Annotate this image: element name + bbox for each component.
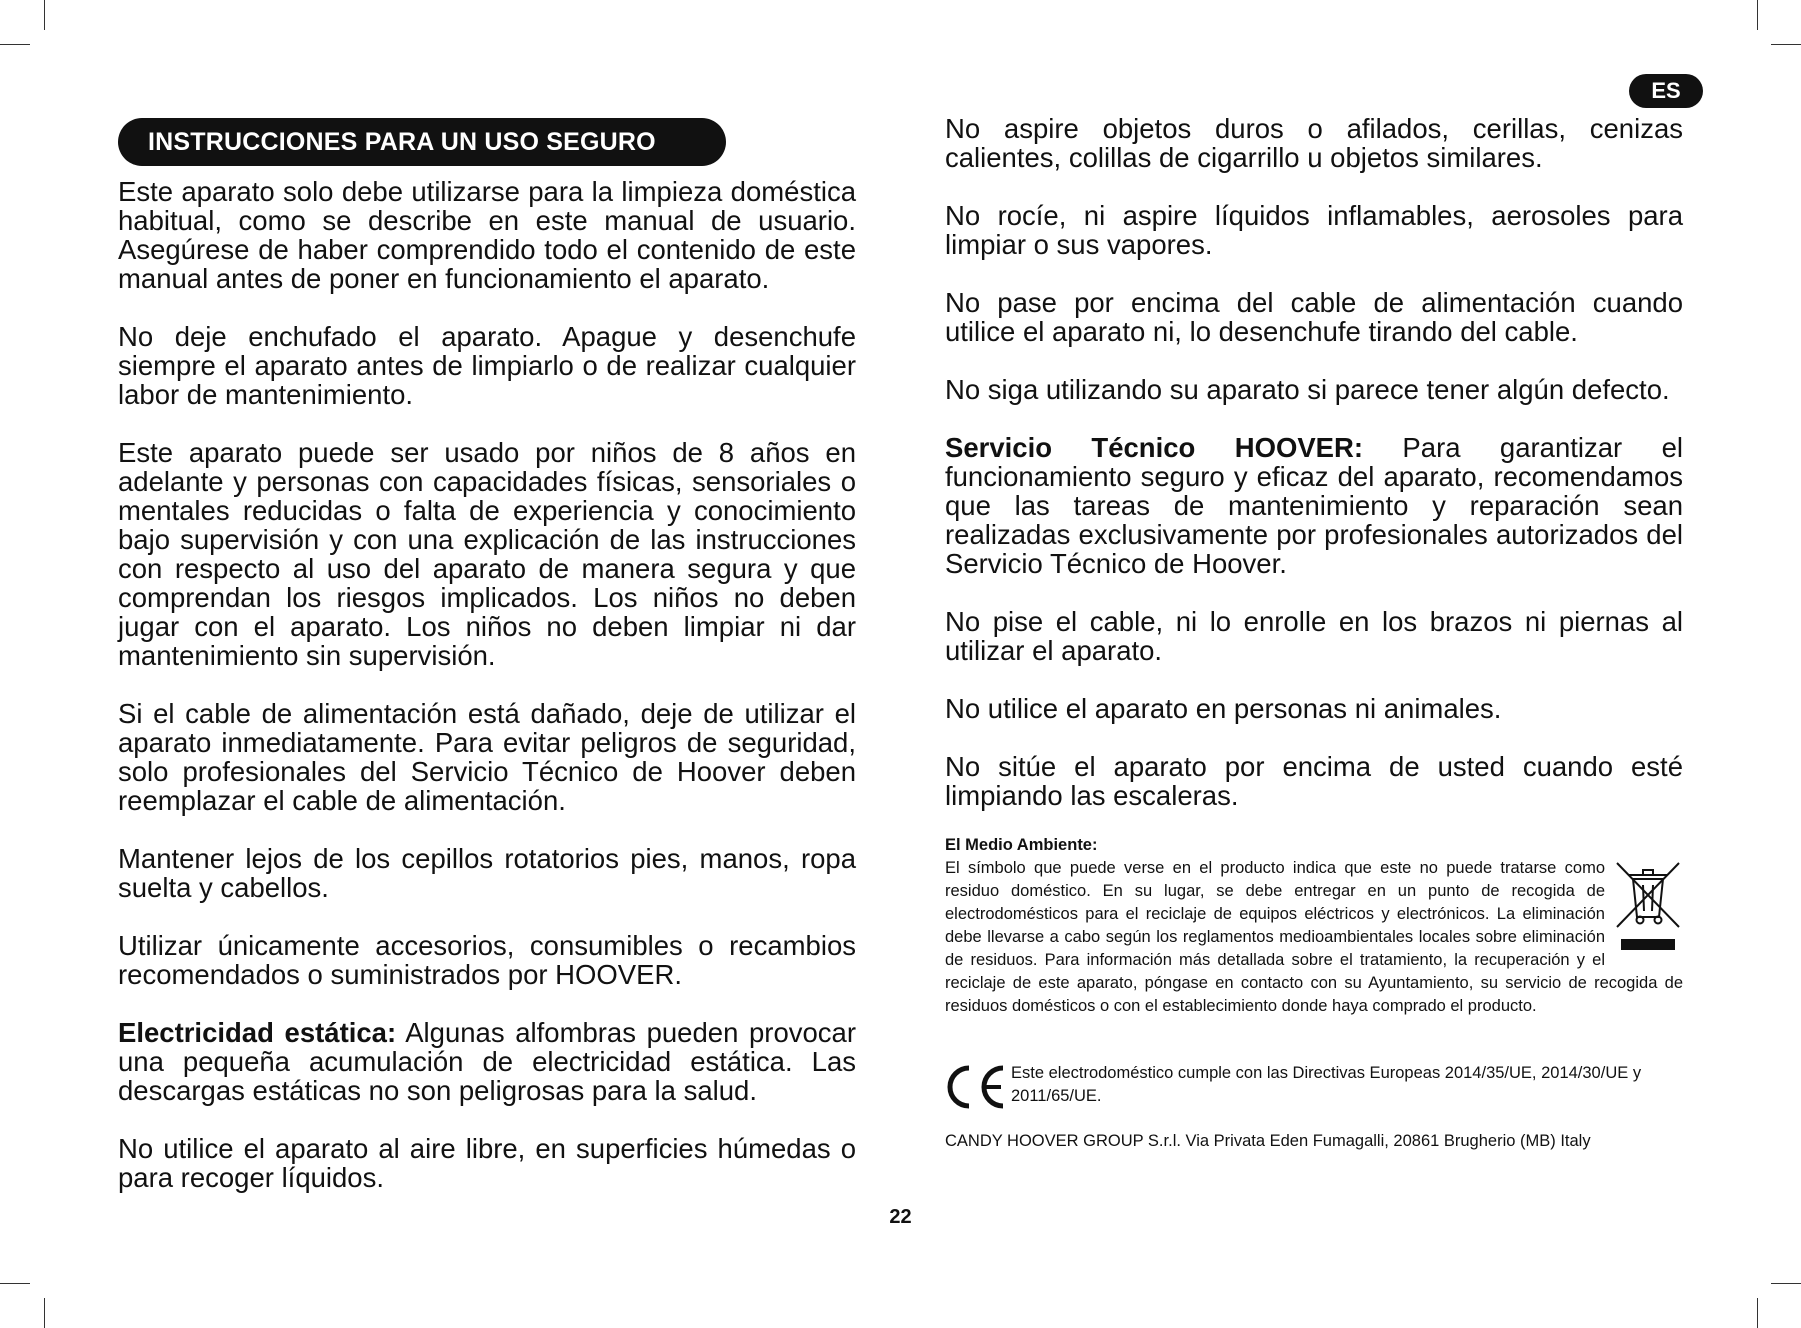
paragraph: No aspire objetos duros o afilados, cerillas, cenizas calientes, colillas de cigarrillo u objetos similares. <box>945 113 1683 173</box>
company-address: CANDY HOOVER GROUP S.r.l. Via Privata Eden Fumagalli, 20861 Brugherio (MB) Italy <box>945 1132 1591 1150</box>
crop-mark <box>1771 1283 1801 1284</box>
environment-section <box>945 834 1683 1018</box>
paragraph: Servicio Técnico HOOVER: Para garantizar el funcionamiento seguro y eficaz del aparato, recomendamos que las tareas de mantenimiento y reparación sean realizadas exclusivamente por profesionales autorizados del Servicio Técnico de Hoover. <box>945 432 1683 579</box>
ce-mark-icon <box>945 1064 1009 1110</box>
paragraph: No utilice el aparato al aire libre, en superficies húmedas o para recoger líquidos. <box>118 1133 856 1193</box>
left-column <box>118 177 856 1192</box>
crossed-out-wheelie-bin-icon <box>1613 857 1683 953</box>
page-number: 22 <box>889 1206 912 1228</box>
ce-statement: Este electrodoméstico cumple con las Directivas Europeas 2014/35/UE, 2014/30/UE y 2011/65/UE. <box>1011 1064 1642 1105</box>
crop-mark <box>44 1298 45 1328</box>
crop-mark <box>1757 1298 1758 1328</box>
crop-mark <box>1771 44 1801 45</box>
crop-mark <box>0 44 30 45</box>
environment-body: El símbolo que puede verse en el producto indica que este no puede tratarse como residuo doméstico. En su lugar, se debe entregar en un punto de recogida de electrodomésticos para el reciclaje de equipos eléctricos y electrónicos. La eliminación debe llevarse a cabo según los reglamentos medioambientales locales sobre eliminación de residuos. Para información más detallada sobre el tratamiento, la recuperación y el reciclaje de este aparato, póngase en contacto con su Ayuntamiento, su servicio de recogida de residuos domésticos o con el establecimiento donde haya comprado el producto. <box>945 859 1683 1015</box>
crop-mark <box>44 0 45 30</box>
paragraph: No sitúe el aparato por encima de usted cuando esté limpiando las escaleras. <box>945 751 1683 811</box>
right-column <box>945 114 1683 810</box>
paragraph: No rocíe, ni aspire líquidos inflamables, aerosoles para limpiar o sus vapores. <box>945 200 1683 260</box>
paragraph: No deje enchufado el aparato. Apague y desenchufe siempre el aparato antes de limpiarlo o de realizar cualquier labor de mantenimiento. <box>118 321 856 410</box>
paragraph: No pise el cable, ni lo enrolle en los brazos ni piernas al utilizar el aparato. <box>945 606 1683 666</box>
paragraph: No pase por encima del cable de alimentación cuando utilice el aparato ni, lo desenchufe tirando del cable. <box>945 287 1683 347</box>
paragraph: Utilizar únicamente accesorios, consumibles o recambios recomendados o suministrados por HOOVER. <box>118 930 856 990</box>
paragraph-heading: Electricidad estática: <box>118 1017 397 1048</box>
paragraph: Este aparato puede ser usado por niños de 8 años en adelante y personas con capacidades físicas, sensoriales o mentales reducidas o falta de experiencia y conocimiento bajo supervisión y con una explicación de las instrucciones con respecto al uso del aparato de manera segura y que comprendan los riesgos implicados. Los niños no deben jugar con el aparato. Los niños no deben limpiar ni dar mantenimiento sin supervisión. <box>118 437 856 671</box>
paragraph: Este aparato solo debe utilizarse para la limpieza doméstica habitual, como se describe en este manual de usuario. Asegúrese de haber comprendido todo el contenido de este manual antes de poner en funcionamiento el aparato. <box>118 176 856 294</box>
section-title: INSTRUCCIONES PARA UN USO SEGURO <box>118 118 726 166</box>
paragraph: No siga utilizando su aparato si parece tener algún defecto. <box>945 374 1670 405</box>
ce-compliance <box>945 1062 1683 1108</box>
paragraph: Si el cable de alimentación está dañado, deje de utilizar el aparato inmediatamente. Para evitar peligros de seguridad, solo profesionales del Servicio Técnico de Hoover deben reemplazar el cable de alimentación. <box>118 698 856 816</box>
paragraph: Electricidad estática: Algunas alfombras pueden provocar una pequeña acumulación de electricidad estática. Las descargas estáticas no son peligrosas para la salud. <box>118 1017 856 1106</box>
paragraph: Mantener lejos de los cepillos rotatorios pies, manos, ropa suelta y cabellos. <box>118 843 856 903</box>
paragraph-heading: Servicio Técnico HOOVER: <box>945 432 1364 463</box>
language-badge: ES <box>1629 74 1703 108</box>
environment-title: El Medio Ambiente: <box>945 836 1098 854</box>
crop-mark <box>0 1283 30 1284</box>
paragraph: No utilice el aparato en personas ni animales. <box>945 693 1502 724</box>
crop-mark <box>1757 0 1758 30</box>
